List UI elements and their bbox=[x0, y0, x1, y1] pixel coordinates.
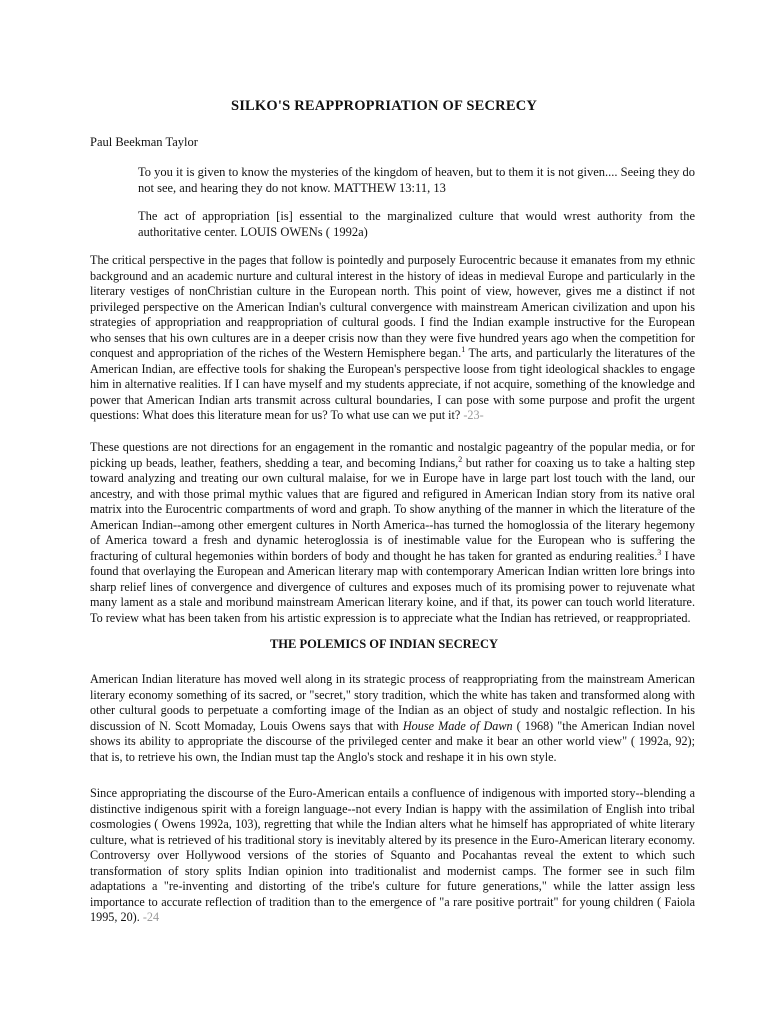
section-heading: THE POLEMICS OF INDIAN SECRECY bbox=[269, 637, 499, 651]
footnote-marker-1[interactable]: 1 bbox=[461, 345, 466, 355]
footnote-marker-2[interactable]: 2 bbox=[458, 454, 463, 464]
paragraph-text: ( 1968) "the American Indian novel shows its ability to appropriate the discourse of the privileged center and make it bear an other world view" ( 1992a, 92); that is, to retrieve his own, the Indian must tap the Anglo's stock and reshape it in his own style. bbox=[90, 718, 695, 764]
paragraph-text: The critical perspective in the pages that follow is pointedly and purposely Eurocentric because it emanates from my ethnic background and an academic nurture and cultural interest in the history of ideas in medieval Europe and particularly in the literary vestiges of nonChristian culture in the European north. This point of view, however, gives me a distinct if not privileged perspective on the American Indian's cultural convergence with mainstream American civilization and upon his strategies of appropriation and reappropriation of cultural goods. I find the Indian example instructive for the European who senses that his own cultures are in a deeper crisis now than they were five hundred years ago when the competition for conquest and appropriation of the riches of the Western Hemisphere began. bbox=[90, 253, 695, 361]
paragraph-text: Since appropriating the discourse of the Euro-American entails a confluence of indigenous with imported story--blending a distinctive indigenous spirit with a foreign language--not every Indian is happy with the assimilation of English into tribal cosmologies ( Owens 1992a, 103), regretting that while the Indian alters what he himself has appropriated of white literary culture, what is retrieved of his traditional story is inevitably altered by its presence in the Euro-American literary economy. Controversy over Hollywood versions of the stories of Squanto and Pocahantas reveal the extent to which such transformation of story splits Indian opinion into traditionalist and modernist camps. The former see in such film adaptations a "re-inventing and distorting of the tribe's culture for future generations," while the latter assign less importance to accurate reflection of tradition than to the emergence of "a rare positive portrait" for young children ( Faiola 1995, 20). bbox=[90, 786, 695, 925]
paragraph-text: The arts, and particularly the literatures of the American Indian, are effective tools for shaking the European's perspective loose from tight ideological shackles to engage him in alternative realities. If I can have myself and my students appreciate, if not acquire, something of the knowledge and power that American Indian arts transmit across cultural boundaries, I can pose with some purpose and profit the urgent questions: What does this literature mean for us? To what use can we put it? bbox=[90, 346, 695, 423]
book-title: House Made of Dawn bbox=[402, 718, 513, 733]
author-name: Paul Beekman Taylor bbox=[90, 135, 198, 149]
paragraph-text: I have found that overlaying the European and American literary map with contemporary American Indian written lore brings into sharp relief lines of convergence and divergence of cultures and exposes much of its promising power to rejuvenate what many lament as a stale and moribund mainstream American literary koine, and if that, its power can touch world literature. To review what has been taken from his artistic expression is to appreciate what the Indian has retrieved, or reappropriated. bbox=[90, 548, 695, 626]
epigraph-owens: The act of appropriation [is] essential to the marginalized culture that would wrest authority from the authoritative center. LOUIS OWENs ( 1992a) bbox=[138, 209, 695, 239]
footnote-marker-3[interactable]: 3 bbox=[657, 547, 662, 557]
paragraph-text: American Indian literature has moved well along in its strategic process of reappropriating from the mainstream American literary economy something of its sacred, or "secret," story tradition, which the white has taken and transformed along with other cultural goods to perpetuate a comforting image of the Indian as an object of study and nostalgic reflection. In his discussion of N. Scott Momaday, Louis Owens says that with bbox=[90, 672, 695, 733]
paragraph-text: but rather for coaxing us to take a halting step toward analyzing and treating our own cultural malaise, for we in Europe have in large part lost touch with the land, our ancestry, and with those primal mythic values that are figured and refigured in American Indian story from its native oral matrix into the Eurocentric compartments of word and graph. To show anything of the manner in which the literature of the American Indian--among other emergent cultures in North America--has turned the homoglossia of the literary hegemony of America toward a fresh and dynamic heteroglossia is of inestimable value for the European who is suffering the fracturing of cultural hegemonies within borders of body and thought he has taken for granted as enduring realities. bbox=[90, 455, 695, 563]
paragraph-text: These questions are not directions for an engagement in the romantic and nostalgic pageantry of the popular media, or for picking up beads, leather, feathers, shedding a tear, and becoming Indians, bbox=[90, 440, 695, 470]
body-paragraph-3 bbox=[90, 672, 695, 765]
page-number-marker: -24 bbox=[139, 910, 160, 925]
page-number-marker: -23- bbox=[460, 408, 484, 423]
body-paragraph-1 bbox=[90, 253, 695, 424]
body-paragraph-4 bbox=[90, 786, 695, 926]
document-title: SILKO'S REAPPROPRIATION OF SECRECY bbox=[230, 98, 538, 114]
body-paragraph-2 bbox=[90, 440, 695, 627]
epigraph-matthew: To you it is given to know the mysteries of the kingdom of heaven, but to them it is not given.... Seeing they do not see, and hearing they do not know. MATTHEW 13:11, 13 bbox=[138, 165, 695, 195]
